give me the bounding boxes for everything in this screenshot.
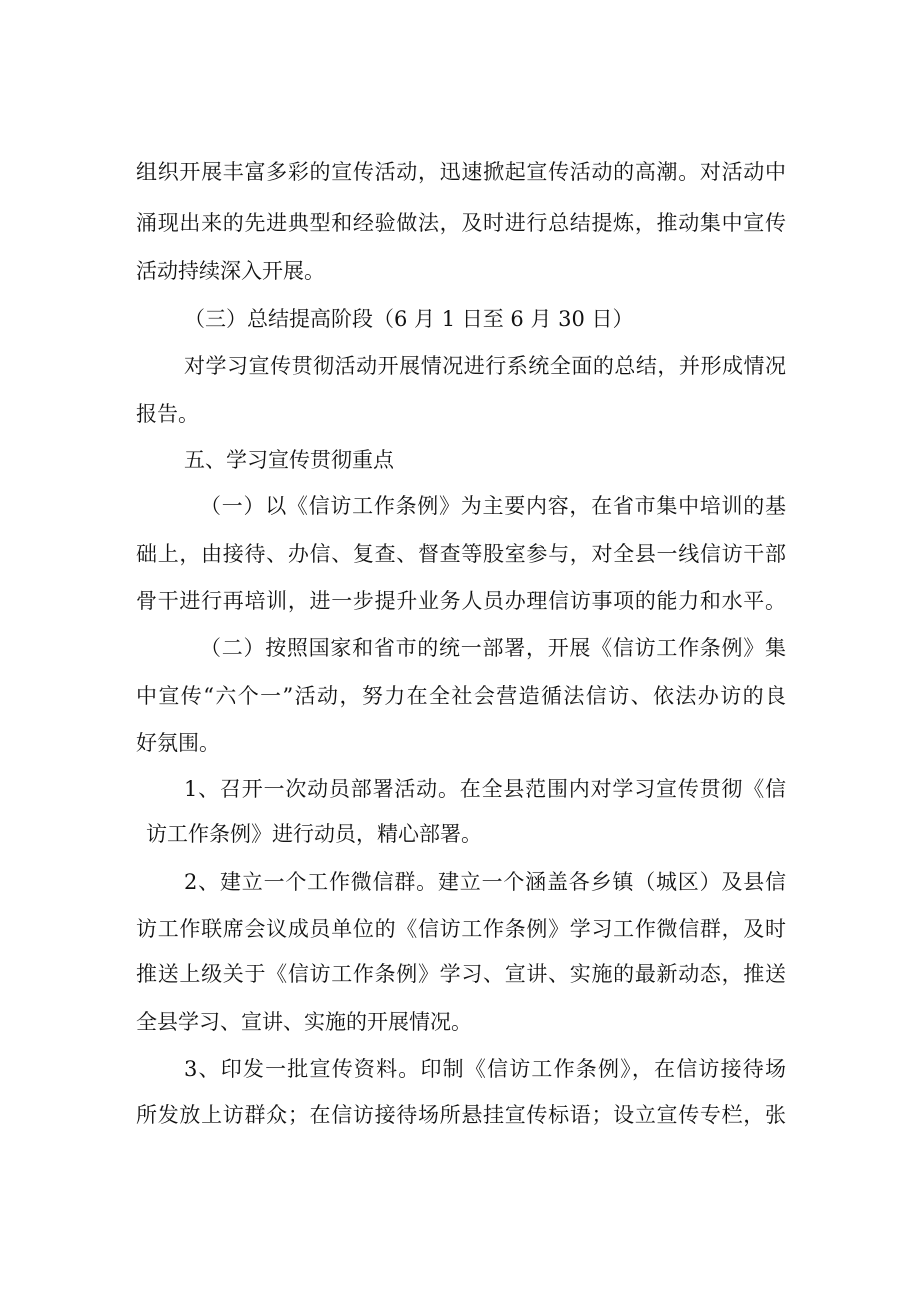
text-line: 涌现出来的先进典型和经验做法，及时进行总结提炼，推动集中宣传 bbox=[136, 211, 786, 235]
text-line: 所发放上访群众；在信访接待场所悬挂宣传标语；设立宣传专栏，张 bbox=[136, 1103, 786, 1127]
text-line: （一）以《信访工作条例》为主要内容，在省市集中培训的基 bbox=[200, 494, 786, 518]
text-line: 组织开展丰富多彩的宣传活动，迅速掀起宣传活动的高潮。对活动中 bbox=[136, 160, 786, 184]
text-line: 推送上级关于《信访工作条例》学习、宣讲、实施的最新动态，推送 bbox=[136, 962, 786, 986]
text-line: 骨干进行再培训，进一步提升业务人员办理信访事项的能力和水平。 bbox=[136, 589, 786, 613]
text-line: 访工作联席会议成员单位的《信访工作条例》学习工作微信群，及时 bbox=[136, 917, 786, 941]
text-line: 中宣传“六个一”活动，努力在全社会营造循法信访、依法办访的良 bbox=[136, 684, 786, 708]
list-item: 1、召开一次动员部署活动。在全县范围内对学习宣传贯彻《信 bbox=[184, 777, 786, 801]
section-heading: 五、学习宣传贯彻重点 bbox=[184, 448, 394, 472]
list-item: 3、印发一批宣传资料。印制《信访工作条例》，在信访接待场 bbox=[184, 1057, 786, 1081]
text-line: 活动持续深入开展。 bbox=[136, 259, 325, 283]
text-line: 础上，由接待、办信、复查、督查等股室参与，对全县一线信访干部 bbox=[136, 542, 786, 566]
text-line: 好氛围。 bbox=[136, 731, 220, 755]
text-line: 访工作条例》进行动员，精心部署。 bbox=[146, 822, 482, 846]
text-line: 报告。 bbox=[136, 402, 199, 426]
list-item: 2、建立一个工作微信群。建立一个涵盖各乡镇（城区）及县信 bbox=[184, 870, 786, 894]
section-heading: （三）总结提高阶段（6 月 1 日至 6 月 30 日） bbox=[184, 307, 634, 331]
text-line: 全县学习、宣讲、实施的开展情况。 bbox=[136, 1010, 472, 1034]
text-line: 对学习宣传贯彻活动开展情况进行系统全面的总结，并形成情况 bbox=[184, 354, 786, 378]
text-line: （二）按照国家和省市的统一部署，开展《信访工作条例》集 bbox=[200, 636, 786, 660]
